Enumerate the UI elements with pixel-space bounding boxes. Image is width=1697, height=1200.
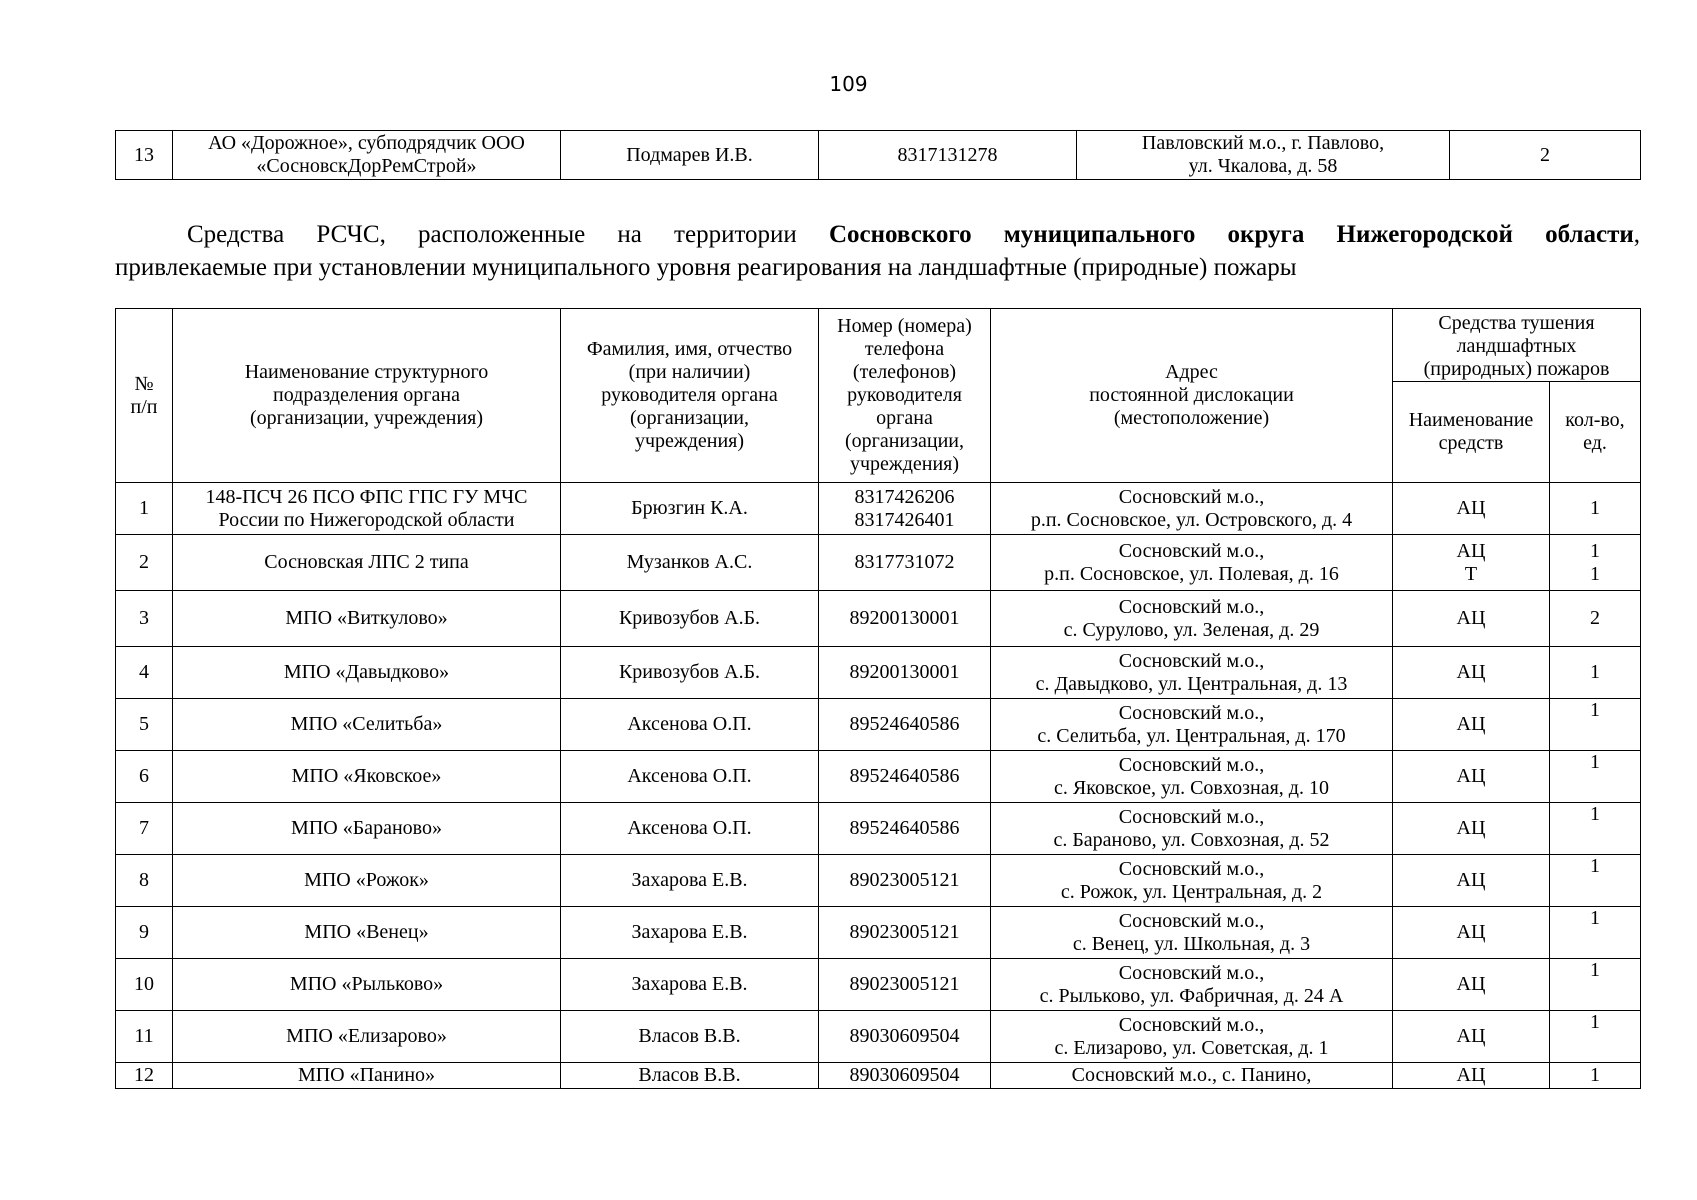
means-qty: 1 [1550, 855, 1641, 907]
phone: 89524640586 [819, 699, 991, 751]
table-row [116, 591, 1641, 647]
means-name: АЦ [1393, 483, 1550, 535]
address: Сосновский м.о., с. Давыдково, ул. Центральная, д. 13 [991, 647, 1393, 699]
phone: 89200130001 [819, 647, 991, 699]
head-name: Подмарев И.В. [561, 131, 819, 180]
table-row [116, 907, 1641, 959]
address: Сосновский м.о., р.п. Сосновское, ул. Островского, д. 4 [991, 483, 1393, 535]
means-qty: 1 [1550, 751, 1641, 803]
address: Павловский м.о., г. Павлово, ул. Чкалова, д. 58 [1077, 131, 1450, 180]
col-means-name-header: Наименование средств [1393, 382, 1550, 483]
head-name: Брюзгин К.А. [561, 483, 819, 535]
row-number: 3 [116, 591, 173, 647]
col-means-header: Средства тушения ландшафтных (природных) пожаров [1393, 309, 1641, 382]
means-qty: 1 [1550, 483, 1641, 535]
means-name: АЦ [1393, 1063, 1550, 1089]
org-name: МПО «Селитьба» [173, 699, 561, 751]
means-name: АЦ [1393, 907, 1550, 959]
head-name: Кривозубов А.Б. [561, 647, 819, 699]
means-qty: 1 [1550, 647, 1641, 699]
head-name: Захарова Е.В. [561, 959, 819, 1011]
means-qty: 2 [1550, 591, 1641, 647]
phone: 89030609504 [819, 1011, 991, 1063]
col-head-header: Фамилия, имя, отчество (при наличии) руководителя органа (организации, учреждения) [561, 309, 819, 483]
means-name: АЦ [1393, 803, 1550, 855]
row-number: 1 [116, 483, 173, 535]
phone: 89023005121 [819, 855, 991, 907]
row-number: 11 [116, 1011, 173, 1063]
means-name: АЦ [1393, 699, 1550, 751]
org-name: 148-ПСЧ 26 ПСО ФПС ГПС ГУ МЧС России по Нижегородской области [173, 483, 561, 535]
head-name: Аксенова О.П. [561, 699, 819, 751]
table-row [116, 1011, 1641, 1063]
table-body [116, 483, 1641, 1089]
head-name: Аксенова О.П. [561, 803, 819, 855]
head-name: Захарова Е.В. [561, 855, 819, 907]
continuation-table [115, 130, 1641, 180]
phone: 8317131278 [819, 131, 1077, 180]
row-number: 7 [116, 803, 173, 855]
row-number: 5 [116, 699, 173, 751]
org-name: МПО «Рожок» [173, 855, 561, 907]
table-row [116, 1063, 1641, 1089]
header-row [116, 309, 1641, 382]
means-name: АЦ [1393, 647, 1550, 699]
page-number: 109 [829, 72, 868, 96]
org-name: МПО «Венец» [173, 907, 561, 959]
col-org-header: Наименование структурного подразделения органа (организации, учреждения) [173, 309, 561, 483]
org-name: АО «Дорожное», субподрядчик ООО «СосновскДорРемСтрой» [173, 131, 561, 180]
table-row [116, 535, 1641, 591]
means-qty: 1 [1550, 699, 1641, 751]
head-name: Власов В.В. [561, 1063, 819, 1089]
head-name: Музанков А.С. [561, 535, 819, 591]
address: Сосновский м.о., с. Селитьба, ул. Центральная, д. 170 [991, 699, 1393, 751]
address: Сосновский м.о., с. Яковское, ул. Совхозная, д. 10 [991, 751, 1393, 803]
row-number: 6 [116, 751, 173, 803]
row-number: 2 [116, 535, 173, 591]
section-heading: Средства РСЧС, расположенные на территории Сосновского муниципального округа Нижегородской области, привлекаемые при установлении муниципального уровня реагирования на ландшафтные (природные) пожары [115, 221, 1641, 281]
table-row [116, 483, 1641, 535]
address: Сосновский м.о., с. Рожок, ул. Центральная, д. 2 [991, 855, 1393, 907]
address: Сосновский м.о., с. Бараново, ул. Совхозная, д. 52 [991, 803, 1393, 855]
org-name: МПО «Панино» [173, 1063, 561, 1089]
phone: 89524640586 [819, 803, 991, 855]
col-means-qty-header: кол-во, ед. [1550, 382, 1641, 483]
table-row [116, 699, 1641, 751]
phone: 89023005121 [819, 959, 991, 1011]
forces-table [115, 308, 1641, 1089]
address: Сосновский м.о., с. Панино, [991, 1063, 1393, 1089]
phone: 89030609504 [819, 1063, 991, 1089]
address: Сосновский м.о., с. Рыльково, ул. Фабричная, д. 24 А [991, 959, 1393, 1011]
table-row [116, 647, 1641, 699]
head-name: Кривозубов А.Б. [561, 591, 819, 647]
row-number: 4 [116, 647, 173, 699]
row-number: 8 [116, 855, 173, 907]
address: Сосновский м.о., р.п. Сосновское, ул. Полевая, д. 16 [991, 535, 1393, 591]
means-qty: 1 [1550, 959, 1641, 1011]
means-qty: 1 1 [1550, 535, 1641, 591]
org-name: МПО «Давыдково» [173, 647, 561, 699]
means-name: АЦ [1393, 855, 1550, 907]
address: Сосновский м.о., с. Елизарово, ул. Советская, д. 1 [991, 1011, 1393, 1063]
head-name: Захарова Е.В. [561, 907, 819, 959]
table-row [116, 855, 1641, 907]
means-name: АЦ [1393, 591, 1550, 647]
address: Сосновский м.о., с. Сурулово, ул. Зеленая, д. 29 [991, 591, 1393, 647]
head-name: Власов В.В. [561, 1011, 819, 1063]
means-qty: 1 [1550, 803, 1641, 855]
org-name: МПО «Бараново» [173, 803, 561, 855]
phone: 8317426206 8317426401 [819, 483, 991, 535]
phone: 89023005121 [819, 907, 991, 959]
means-name: АЦ [1393, 751, 1550, 803]
heading-bold: Сосновского муниципального округа Нижегородской области [828, 221, 1634, 248]
phone: 89524640586 [819, 751, 991, 803]
org-name: МПО «Яковское» [173, 751, 561, 803]
org-name: МПО «Виткулово» [173, 591, 561, 647]
table-row [116, 131, 1641, 180]
row-number: 13 [116, 131, 173, 180]
head-name: Аксенова О.П. [561, 751, 819, 803]
means-qty: 1 [1550, 907, 1641, 959]
row-number: 9 [116, 907, 173, 959]
means-qty: 1 [1550, 1063, 1641, 1089]
phone: 8317731072 [819, 535, 991, 591]
org-name: МПО «Елизарово» [173, 1011, 561, 1063]
means-qty: 1 [1550, 1011, 1641, 1063]
table-row [116, 959, 1641, 1011]
phone: 89200130001 [819, 591, 991, 647]
means-name: АЦ Т [1393, 535, 1550, 591]
address: Сосновский м.о., с. Венец, ул. Школьная, д. 3 [991, 907, 1393, 959]
col-phone-header: Номер (номера) телефона (телефонов) руководителя органа (организации, учреждения) [819, 309, 991, 483]
row-number: 12 [116, 1063, 173, 1089]
table-row [116, 803, 1641, 855]
row-number: 10 [116, 959, 173, 1011]
means-name: АЦ [1393, 1011, 1550, 1063]
org-name: Сосновская ЛПС 2 типа [173, 535, 561, 591]
col-num-header: № п/п [116, 309, 173, 483]
quantity: 2 [1450, 131, 1641, 180]
org-name: МПО «Рыльково» [173, 959, 561, 1011]
col-address-header: Адрес постоянной дислокации (местоположение) [991, 309, 1393, 483]
means-name: АЦ [1393, 959, 1550, 1011]
table-row [116, 751, 1641, 803]
